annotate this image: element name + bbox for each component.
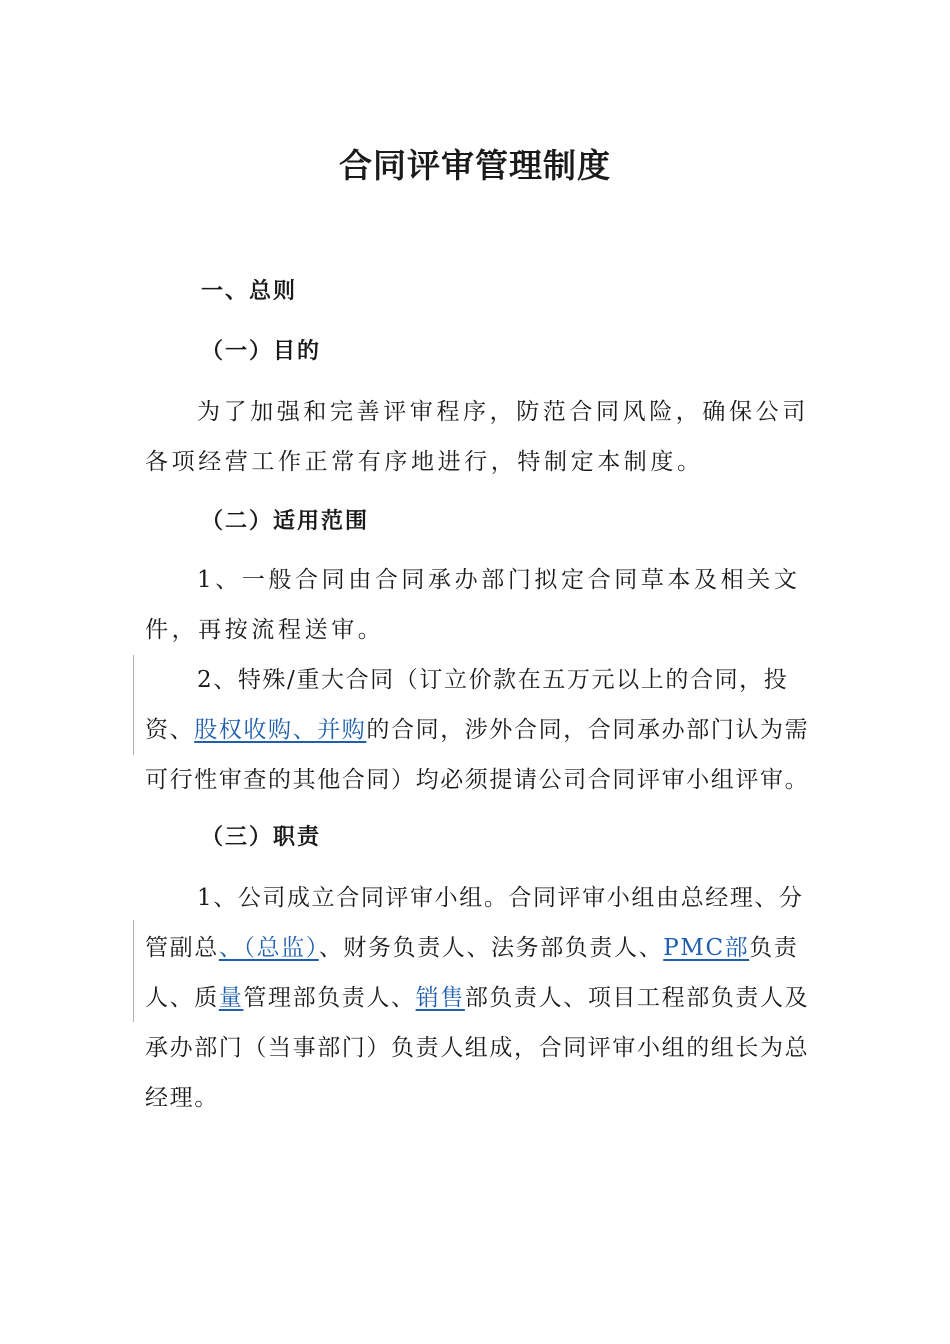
paragraph-scope-item1: 1、一般合同由合同承办部门拟定合同草本及相关文件，再按流程送审。 [145,567,801,643]
subheading-responsibilities: （三）职责 [201,825,322,850]
link-equity-acquisition[interactable]: 股权收购、并购 [194,717,367,743]
revision-change-bar [133,655,134,755]
resp-text-b: 、财务负责人、法务部负责人、 [318,935,664,961]
link-director[interactable]: 、（总监） [218,935,319,961]
resp-text-d: 管理部负责人、 [243,985,416,1011]
revision-change-bar-2 [133,920,134,1022]
scope-item2-text-a: 2、特殊/重大合同（订立价款在五万元以上的合同，投资、 [145,667,789,743]
resp-text-e: 部负责人、项目工程部负责人及承办部门（当事部门）负责人组成，合同评审小组的组长为总经理。 [145,985,810,1111]
paragraph-responsibilities-item1 [145,873,810,1123]
link-quality[interactable]: 量 [218,985,244,1011]
link-sales[interactable]: 销售 [415,985,465,1011]
section-heading-general: 一、总则 [201,279,298,304]
document-title: 合同评审管理制度 [339,146,611,185]
resp-text-a: 1、公司成立合同评审小组。合同评审小组由总经理、分管副总 [145,885,804,961]
paragraph-scope-item2 [145,655,810,805]
resp-text-c: 负责人、质 [145,935,799,1011]
link-pmc-department[interactable]: PMC部 [663,935,750,961]
subheading-purpose: （一）目的 [201,339,322,364]
paragraph-purpose: 为了加强和完善评审程序，防范合同风险，确保公司各项经营工作正常有序地进行，特制定本制度。 [145,399,809,475]
scope-item2-text-b: 的合同，涉外合同，合同承办部门认为需可行性审查的其他合同）均必须提请公司合同评审小组评审。 [145,717,810,793]
subheading-scope: （二）适用范围 [201,509,370,534]
